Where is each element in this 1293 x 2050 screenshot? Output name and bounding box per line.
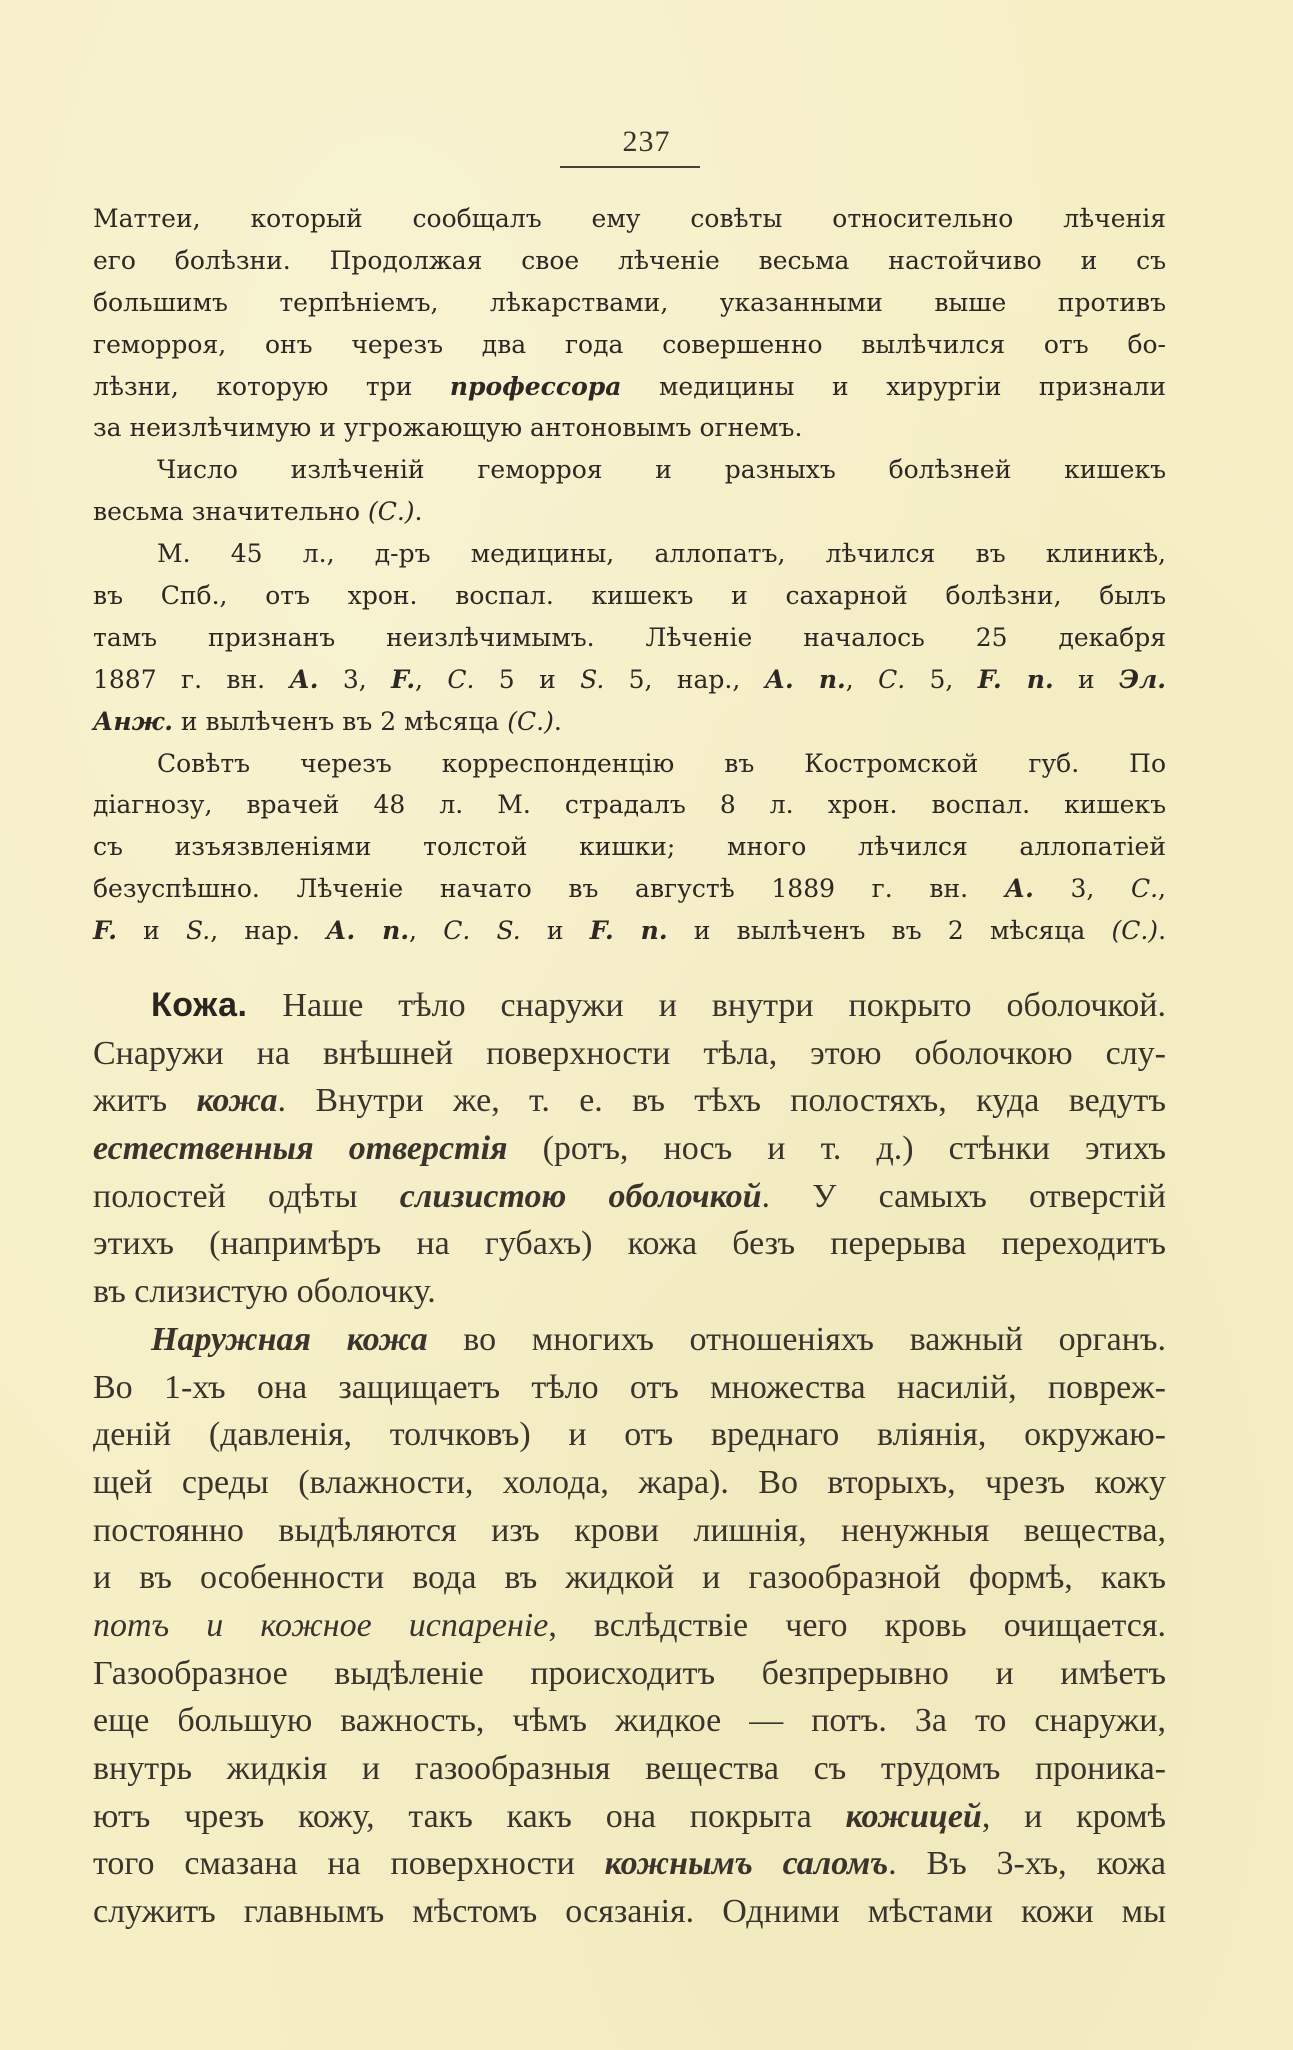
text-run: , <box>1158 874 1166 904</box>
text-run: естественныя отверстія <box>93 1130 508 1168</box>
text-run: медицины и хирургіи признали <box>621 371 1166 401</box>
text-line <box>93 1459 1166 1507</box>
text-run: щей среды (влажности, холода, жара). Во вторыхъ, чрезъ кожу <box>93 1463 1166 1501</box>
text-run: слизистою оболочкой <box>399 1177 762 1215</box>
text-line <box>93 533 1166 575</box>
text-run: . Внутри же, т. е. въ тѣхъ полостяхъ, куда ведутъ <box>277 1082 1166 1120</box>
text-line <box>93 868 1166 910</box>
text-run: постоянно выдѣляются изъ крови лишнія, ненужныя вещества, <box>93 1511 1166 1549</box>
text-run: и вылѣченъ въ 2 мѣсяца <box>667 916 1112 946</box>
text-run: ютъ чрезъ кожу, такъ какъ она покрыта <box>93 1797 846 1835</box>
text-run: . <box>1158 916 1167 946</box>
text-run: Во 1-хъ она защищаетъ тѣло отъ множества насилій, повреж- <box>93 1368 1166 1406</box>
text-line <box>93 1793 1166 1841</box>
text-line <box>93 1650 1166 1698</box>
text-line <box>93 1602 1166 1650</box>
text-run: F. п. <box>977 664 1054 694</box>
case-reports-section <box>93 198 1166 952</box>
text-run: . У самыхъ отверстій <box>761 1177 1167 1215</box>
text-run: съ изъязвленіями толстой кишки; много лѣчился аллопатіей <box>93 832 1166 862</box>
text-run: (ротъ, носъ и т. д.) стѣнки этихъ <box>507 1130 1166 1168</box>
text-run: тамъ признанъ неизлѣчимымъ. Лѣченіе началось 25 декабря <box>93 622 1166 652</box>
text-run: Газообразное выдѣленіе происходитъ безпрерывно и имѣетъ <box>93 1654 1166 1692</box>
text-run: 5, нар., <box>604 664 765 694</box>
text-run: Число излѣченій геморроя и разныхъ болѣзней кишекъ <box>157 455 1166 485</box>
text-run: лѣзни, которую три <box>93 371 450 401</box>
text-run: (С.) <box>367 497 415 527</box>
text-run: внутрь жидкія и газообразныя вещества съ трудомъ проника- <box>93 1750 1166 1787</box>
text-line <box>93 1888 1166 1936</box>
text-line <box>93 1840 1166 1888</box>
text-line <box>93 198 1166 240</box>
text-run: С. <box>878 664 906 694</box>
text-run: весьма значительно <box>93 497 368 527</box>
text-line <box>93 1125 1166 1173</box>
text-line <box>93 491 1166 533</box>
text-run: . Въ 3-хъ, кожа <box>888 1845 1166 1883</box>
text-run: , <box>415 664 448 694</box>
text-line <box>93 1364 1166 1412</box>
text-run: 1887 г. вн. <box>93 664 290 694</box>
text-line <box>93 743 1166 785</box>
text-run: Наружная кожа <box>151 1320 428 1358</box>
text-run: F. п. <box>589 916 668 946</box>
text-line <box>93 982 1166 1030</box>
text-run: еще большую важность, чѣмъ жидкое — потъ. За то снаружи, <box>93 1702 1166 1740</box>
text-run: его болѣзни. Продолжая свое лѣченіе весьма настойчиво и съ <box>93 245 1166 275</box>
text-line <box>93 449 1166 491</box>
text-line <box>93 1745 1166 1793</box>
text-run: кожа <box>196 1082 278 1120</box>
text-line <box>93 1554 1166 1602</box>
text-run: S. <box>580 664 605 694</box>
text-run: F. <box>93 916 117 946</box>
text-run: профессора <box>449 371 622 401</box>
text-run: большимъ терпѣніемъ, лѣкарствами, указанными выше противъ <box>93 287 1166 317</box>
text-line <box>93 1268 1166 1316</box>
text-line <box>93 1316 1166 1364</box>
text-run: Анж. <box>93 706 173 736</box>
text-line <box>93 826 1166 868</box>
text-line <box>93 910 1166 952</box>
text-run: 5 и <box>474 664 581 694</box>
text-line <box>93 1030 1166 1078</box>
text-run: Наше тѣло снаружи и внутри покрыто оболочкой. <box>247 987 1166 1024</box>
text-run: кожицей <box>845 1797 982 1835</box>
text-line <box>93 1173 1166 1221</box>
text-line <box>93 1411 1166 1459</box>
text-run: Эл. <box>1119 664 1166 694</box>
text-run: Совѣтъ черезъ корреспонденцію въ Костромской губ. По <box>157 748 1166 778</box>
text-run: А. п. <box>326 916 410 946</box>
page-number-rule <box>560 166 700 168</box>
text-run: А. <box>1004 874 1034 904</box>
text-run: 5, <box>905 664 978 694</box>
text-run: , <box>409 916 444 946</box>
text-run: и <box>116 916 187 946</box>
text-run: этихъ (напримѣръ на губахъ) кожа безъ перерыва переходитъ <box>93 1225 1166 1263</box>
text-run: . <box>414 497 423 527</box>
text-run: въ Спб., отъ хрон. воспал. кишекъ и сахарной болѣзни, былъ <box>93 581 1166 611</box>
text-run: С. <box>447 664 475 694</box>
text-line <box>93 366 1166 408</box>
text-run: кожнымъ саломъ <box>604 1845 889 1883</box>
text-run: и <box>1053 664 1120 694</box>
text-run: полостей одѣты <box>93 1177 400 1215</box>
skin-chapter-section <box>93 982 1166 1936</box>
text-line <box>93 407 1166 449</box>
text-run: F. <box>391 664 416 694</box>
text-line <box>93 701 1166 743</box>
text-run: (С.) <box>1111 916 1159 946</box>
text-run: 3, <box>1033 874 1131 904</box>
text-run: , нар. <box>210 916 327 946</box>
text-run: , и кромѣ <box>981 1797 1166 1835</box>
text-run: во многихъ отношеніяхъ важный органъ. <box>427 1320 1166 1358</box>
text-run: служитъ главнымъ мѣстомъ осязанія. Одними мѣстами кожи мы <box>93 1893 1166 1931</box>
text-run: S. <box>186 916 211 946</box>
text-run: Снаружи на внѣшней поверхности тѣла, этою оболочкою слу- <box>93 1034 1166 1072</box>
text-line <box>93 659 1166 701</box>
text-run: того смазана на поверхности <box>93 1845 605 1883</box>
text-line <box>93 1220 1166 1268</box>
text-run: житъ <box>93 1082 197 1120</box>
text-run: (С.) <box>507 706 554 736</box>
text-line <box>93 1697 1166 1745</box>
text-run: М. 45 л., д-ръ медицины, аллопатъ, лѣчился въ клиникѣ, <box>157 539 1166 569</box>
text-run: 3, <box>318 664 392 694</box>
text-line <box>93 1077 1166 1125</box>
text-line <box>93 1507 1166 1555</box>
text-line <box>93 240 1166 282</box>
text-line <box>93 617 1166 659</box>
text-run: деній (давленія, толчковъ) и отъ вреднаго вліянія, окружаю- <box>93 1416 1166 1454</box>
text-run: діагнозу, врачей 48 л. М. страдалъ 8 л. хрон. воспал. кишекъ <box>93 790 1166 820</box>
text-run: , вслѣдствіе чего кровь очищается. <box>548 1606 1167 1644</box>
text-run: геморроя, онъ черезъ два года совершенно вылѣчился отъ бо- <box>93 329 1166 359</box>
text-line <box>93 282 1166 324</box>
text-run: А. <box>289 664 319 694</box>
text-run: . <box>553 706 562 736</box>
page-number: 237 <box>622 125 671 158</box>
text-run: Маттеи, который сообщалъ ему совѣты относительно лѣченія <box>93 204 1166 233</box>
text-run: и вылѣченъ въ 2 мѣсяца <box>172 706 508 736</box>
text-run: А. п. <box>764 664 846 694</box>
text-run: , <box>845 664 879 694</box>
text-run: потъ и кожное испареніе <box>93 1606 549 1644</box>
section-heading: Кожа. <box>151 986 248 1024</box>
text-run: и въ особенности вода въ жидкой и газообразной формѣ, какъ <box>93 1559 1166 1597</box>
text-run: за неизлѣчимую и угрожающую антоновымъ огнемъ. <box>93 413 803 443</box>
text-line <box>93 324 1166 366</box>
text-run: С. <box>1130 874 1159 904</box>
text-line <box>93 784 1166 826</box>
text-run: безуспѣшно. Лѣченіе начато въ августѣ 1889 г. вн. <box>93 874 1005 904</box>
text-run: въ слизистую оболочку. <box>93 1273 436 1311</box>
text-run: и <box>520 916 590 946</box>
text-line <box>93 575 1166 617</box>
text-run: С. S. <box>443 916 521 946</box>
